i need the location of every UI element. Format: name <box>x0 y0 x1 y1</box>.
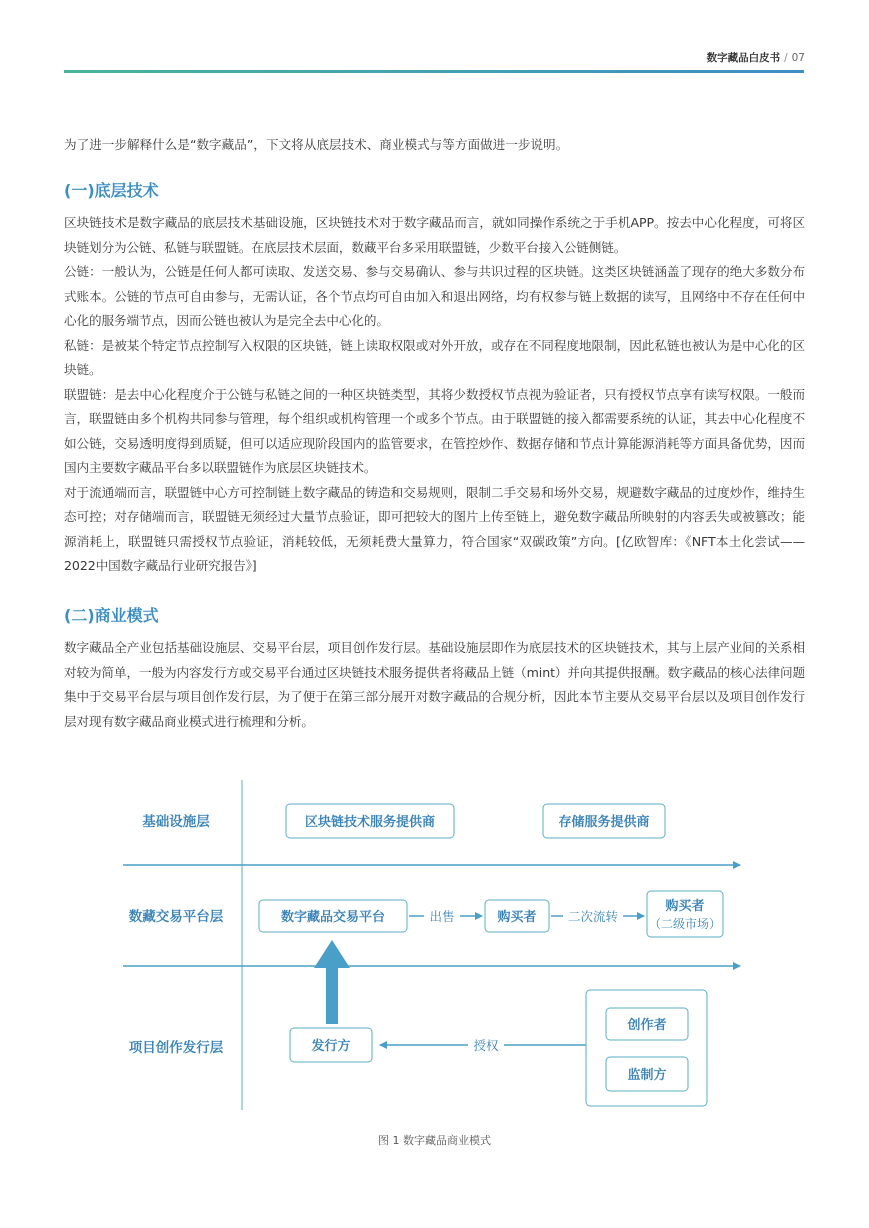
intro-paragraph: 为了进一步解释什么是“数字藏品”，下文将从底层技术、商业模式与等方面做进一步说明。 <box>64 137 569 152</box>
creator-label: 创作者 <box>627 1018 667 1033</box>
license-label: 授权 <box>473 1038 499 1053</box>
page-header <box>707 50 805 65</box>
header-rule <box>64 70 804 73</box>
buyer-label: 购买者 <box>497 910 537 925</box>
section-business-body <box>64 636 805 734</box>
paragraph: 公链：一般认为，公链是任何人都可读取、发送交易、参与交易确认、参与共识过程的区块链。这类区块链涵盖了现存的绝大多数分布式账本。公链的节点可自由参与，无需认证，各个节点均可自由加入和退出网络，均有权参与链上数据的读写，且网络中不存在任何中心化的服务端节点，因而公链也被认为是完全去中心化的。 <box>64 264 805 328</box>
paragraph: 联盟链：是去中心化程度介于公链与私链之间的一种区块链类型，其将少数授权节点视为验证者，只有授权节点享有读写权限。一般而言，联盟链由多个机构共同参与管理，每个组织或机构管理一个或多个节点。由于联盟链的接入都需要系统的认证，其去中心化程度不如公链，交易透明度得到质疑，但可以适应现阶段国内的监管要求，在管控炒作、数据存储和节点计算能源消耗等方面具备优势，因而国内主要数字藏品平台多以联盟链作为底层区块链技术。 <box>64 386 805 475</box>
paragraph: 私链：是被某个特定节点控制写入权限的区块链，链上读取权限或对外开放，或存在不同程度地限制，因此私链也被认为是中心化的区块链。 <box>64 337 805 377</box>
layer-label-platform: 数藏交易平台层 <box>128 909 224 925</box>
figure-caption: 图 1 数字藏品商业模式 <box>378 1134 491 1147</box>
trading-platform-label: 数字藏品交易平台 <box>280 910 386 925</box>
section-tech-body <box>64 211 805 579</box>
sell-label: 出售 <box>429 909 455 924</box>
header-separator: / <box>784 52 788 64</box>
paragraph: 对于流通端而言，联盟链中心方可控制链上数字藏品的铸造和交易规则，限制二手交易和场外交易，规避数字藏品的过度炒作，维持生态可控；对存储端而言，联盟链无须经过大量节点验证，即可把较大的图片上传至链上，避免数字藏品所映射的内容丢失或被篡改；能源消耗上，联盟链只需授权节点验证，消耗较低，无须耗费大量算力，符合国家“双碳政策”方向。[亿欧智库：《NFT本土化尝试——2022中国数字藏品行业研究报告》] <box>64 484 805 573</box>
layer-label-project: 项目创作发行层 <box>128 1040 224 1056</box>
page-number: 07 <box>791 52 805 64</box>
producer-label: 监制方 <box>627 1068 667 1083</box>
resale-label: 二次流转 <box>567 909 619 924</box>
section-heading-business: (二)商业模式 <box>64 606 159 625</box>
secondary-buyer-label: 购买者 <box>665 899 705 914</box>
secondary-market-label: （二级市场） <box>648 917 722 931</box>
business-model-diagram <box>0 770 869 1130</box>
paragraph: 区块链技术是数字藏品的底层技术基础设施，区块链技术对于数字藏品而言，就如同操作系统之于手机APP。按去中心化程度，可将区块链划分为公链、私链与联盟链。在底层技术层面，数藏平台多采用联盟链，少数平台接入公链侧链。 <box>64 215 805 255</box>
issuer-label: 发行方 <box>311 1039 351 1054</box>
up-arrow <box>314 940 350 1024</box>
document-title: 数字藏品白皮书 <box>706 52 781 64</box>
blockchain-provider-label: 区块链技术服务提供商 <box>304 815 436 830</box>
paragraph: 数字藏品全产业包括基础设施层、交易平台层，项目创作发行层。基础设施层即作为底层技术的区块链技术，其与上层产业间的关系相对较为简单，一般为内容发行方或交易平台通过区块链技术服务提供者将藏品上链（mint）并向其提供报酬。数字藏品的核心法律问题集中于交易平台层与项目创作发行层，为了便于在第三部分展开对数字藏品的合规分析，因此本节主要从交易平台层以及项目创作发行层对现有数字藏品商业模式进行梳理和分析。 <box>64 640 805 729</box>
storage-provider-label: 存储服务提供商 <box>558 815 650 830</box>
section-heading-tech: (一)底层技术 <box>64 181 159 200</box>
layer-label-infra: 基础设施层 <box>142 814 210 830</box>
